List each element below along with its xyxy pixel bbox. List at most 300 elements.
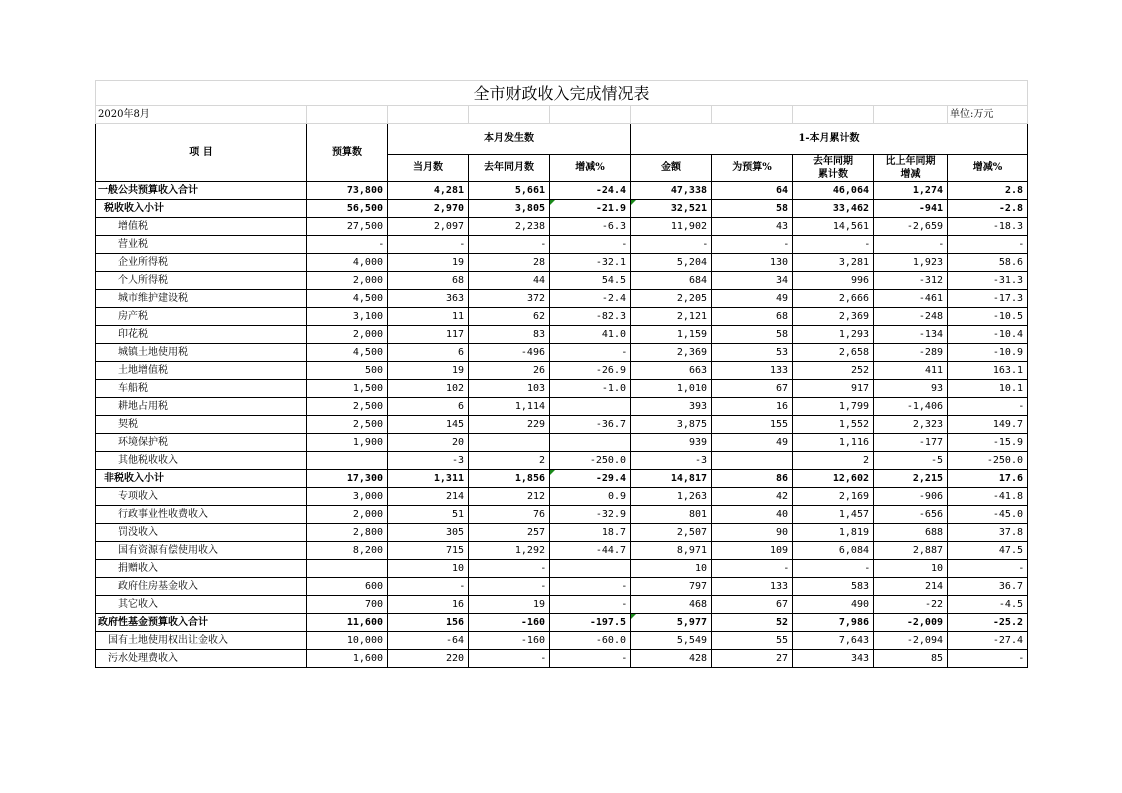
row-value-0: 2,000 [307,506,388,524]
row-value-7: -941 [874,200,948,218]
row-value-3: -24.4 [550,182,631,200]
row-value-1: 16 [388,596,469,614]
row-value-3: - [550,236,631,254]
row-value-0: 4,500 [307,344,388,362]
row-value-0 [307,560,388,578]
row-value-2: 212 [469,488,550,506]
header-month-ly: 去年同月数 [469,154,550,181]
row-value-8: -41.8 [948,488,1028,506]
row-value-6: 252 [793,362,874,380]
row-value-4: 684 [631,272,712,290]
row-value-5: 130 [712,254,793,272]
table-row [96,380,1028,398]
row-value-5: 40 [712,506,793,524]
row-value-8: - [948,236,1028,254]
row-label: 企业所得税 [96,254,307,272]
table-row [96,560,1028,578]
row-value-7: -5 [874,452,948,470]
row-value-6: 1,819 [793,524,874,542]
header-cum-group: 1-本月累计数 [631,124,1028,155]
spreadsheet [95,80,1028,668]
row-value-7: 688 [874,524,948,542]
row-label: 城市维护建设税 [96,290,307,308]
row-value-4: 5,977 [631,614,712,632]
row-value-5: 68 [712,308,793,326]
row-value-6: 7,986 [793,614,874,632]
row-value-1: 6 [388,344,469,362]
row-value-4: 5,549 [631,632,712,650]
row-label: 土地增值税 [96,362,307,380]
row-value-3: - [550,596,631,614]
row-label: 其他税收收入 [96,452,307,470]
row-value-4: 797 [631,578,712,596]
row-value-0: 10,000 [307,632,388,650]
row-value-3: -6.3 [550,218,631,236]
row-value-4: -3 [631,452,712,470]
row-value-6: 1,457 [793,506,874,524]
row-value-4: - [631,236,712,254]
row-value-0: 3,000 [307,488,388,506]
row-value-2: 372 [469,290,550,308]
row-value-7: -2,009 [874,614,948,632]
row-label: 其它收入 [96,596,307,614]
row-value-5: 49 [712,290,793,308]
row-value-8: -10.4 [948,326,1028,344]
row-value-4: 10 [631,560,712,578]
table-row [96,452,1028,470]
table-title: 全市财政收入完成情况表 [96,81,1028,106]
row-value-1: 4,281 [388,182,469,200]
row-value-8: 58.6 [948,254,1028,272]
row-value-2: 62 [469,308,550,326]
row-value-3 [550,434,631,452]
row-value-8: 47.5 [948,542,1028,560]
row-value-8: 2.8 [948,182,1028,200]
row-value-7: 2,215 [874,470,948,488]
row-value-5: - [712,560,793,578]
row-label: 污水处理费收入 [96,650,307,668]
row-value-3: -2.4 [550,290,631,308]
row-value-7: 2,887 [874,542,948,560]
row-value-4: 2,369 [631,344,712,362]
row-value-7: -289 [874,344,948,362]
row-value-3: -26.9 [550,362,631,380]
row-label: 政府住房基金收入 [96,578,307,596]
row-value-4: 663 [631,362,712,380]
row-value-2: -160 [469,614,550,632]
row-value-2: - [469,650,550,668]
table-row [96,236,1028,254]
row-value-4: 2,205 [631,290,712,308]
row-value-8: 149.7 [948,416,1028,434]
row-value-4: 939 [631,434,712,452]
row-value-5: 155 [712,416,793,434]
table-row [96,308,1028,326]
row-value-1: 51 [388,506,469,524]
row-value-8: -27.4 [948,632,1028,650]
row-value-7: 214 [874,578,948,596]
row-value-2: 1,114 [469,398,550,416]
row-value-0: 11,600 [307,614,388,632]
row-label: 增值税 [96,218,307,236]
row-value-4: 3,875 [631,416,712,434]
table-row [96,470,1028,488]
row-value-0: 8,200 [307,542,388,560]
row-value-2: 3,805 [469,200,550,218]
row-value-6: 6,084 [793,542,874,560]
row-value-1: 20 [388,434,469,452]
row-value-5: 49 [712,434,793,452]
table-row [96,578,1028,596]
row-label: 捐赠收入 [96,560,307,578]
report-date: 2020年8月 [96,106,307,124]
row-value-3 [550,560,631,578]
row-value-1: 68 [388,272,469,290]
row-value-6: - [793,236,874,254]
row-value-3: -32.9 [550,506,631,524]
table-row [96,506,1028,524]
row-value-7: -1,406 [874,398,948,416]
row-value-3: - [550,578,631,596]
row-value-4: 2,507 [631,524,712,542]
row-value-2: - [469,236,550,254]
row-value-5: 53 [712,344,793,362]
row-value-1: 2,970 [388,200,469,218]
row-label: 税收收入小计 [96,200,307,218]
row-value-7: -461 [874,290,948,308]
row-value-8: 163.1 [948,362,1028,380]
row-value-8: -45.0 [948,506,1028,524]
header-cum-diff [874,154,948,181]
row-value-5: 52 [712,614,793,632]
row-value-4: 11,902 [631,218,712,236]
row-label: 个人所得税 [96,272,307,290]
row-value-6: 12,602 [793,470,874,488]
row-value-7: 85 [874,650,948,668]
row-value-1: 220 [388,650,469,668]
row-value-6: 7,643 [793,632,874,650]
row-value-2: 28 [469,254,550,272]
row-label: 罚没收入 [96,524,307,542]
header-month-chg: 增减% [550,154,631,181]
row-value-6: 3,281 [793,254,874,272]
row-value-3: -36.7 [550,416,631,434]
row-value-2: 1,292 [469,542,550,560]
row-value-5: 58 [712,326,793,344]
row-value-2: 26 [469,362,550,380]
row-value-5: 90 [712,524,793,542]
table-row [96,272,1028,290]
row-value-1: - [388,578,469,596]
row-label: 一般公共预算收入合计 [96,182,307,200]
row-value-3: -29.4 [550,470,631,488]
row-value-3: -250.0 [550,452,631,470]
row-value-2: -160 [469,632,550,650]
table-row [96,416,1028,434]
row-value-6: 1,799 [793,398,874,416]
row-value-8: -17.3 [948,290,1028,308]
row-value-4: 428 [631,650,712,668]
row-value-2: 19 [469,596,550,614]
row-value-0: 4,000 [307,254,388,272]
row-value-3: -82.3 [550,308,631,326]
row-value-1: 19 [388,362,469,380]
header-cum-ly-line1: 去年同期 [813,155,853,167]
row-value-3: 41.0 [550,326,631,344]
row-value-1: 11 [388,308,469,326]
row-value-2: 76 [469,506,550,524]
row-value-6: 33,462 [793,200,874,218]
row-value-2 [469,434,550,452]
row-value-6: 1,552 [793,416,874,434]
row-value-0: 56,500 [307,200,388,218]
row-label: 行政事业性收费收入 [96,506,307,524]
row-value-0: 2,000 [307,326,388,344]
row-value-6: 2,658 [793,344,874,362]
table-row [96,182,1028,200]
table-row [96,596,1028,614]
row-value-8: -15.9 [948,434,1028,452]
row-value-1: 305 [388,524,469,542]
row-value-0: 500 [307,362,388,380]
row-value-5: 133 [712,578,793,596]
header-cum-diff-line1: 比上年同期 [885,155,936,167]
row-value-0: 73,800 [307,182,388,200]
row-value-2: 103 [469,380,550,398]
table-row [96,524,1028,542]
row-value-3: 18.7 [550,524,631,542]
row-value-1: 10 [388,560,469,578]
row-value-5: 67 [712,380,793,398]
row-value-7: -656 [874,506,948,524]
row-value-5: 64 [712,182,793,200]
row-value-6: 917 [793,380,874,398]
row-value-7: -248 [874,308,948,326]
row-value-3: -44.7 [550,542,631,560]
row-label: 政府性基金预算收入合计 [96,614,307,632]
row-value-7: -134 [874,326,948,344]
header-cum-amount: 金额 [631,154,712,181]
row-value-2: 229 [469,416,550,434]
row-value-7: 411 [874,362,948,380]
row-value-6: 1,293 [793,326,874,344]
table-row [96,200,1028,218]
row-value-0: 2,000 [307,272,388,290]
row-value-3: - [550,650,631,668]
row-value-8: - [948,398,1028,416]
row-value-2: 2 [469,452,550,470]
row-value-7: - [874,236,948,254]
row-value-1: -64 [388,632,469,650]
table-row [96,614,1028,632]
row-value-1: - [388,236,469,254]
row-value-6: 46,064 [793,182,874,200]
row-value-8: -4.5 [948,596,1028,614]
row-label: 国有土地使用权出让金收入 [96,632,307,650]
row-value-4: 8,971 [631,542,712,560]
row-value-1: 214 [388,488,469,506]
row-value-1: 1,311 [388,470,469,488]
row-value-2: - [469,578,550,596]
row-value-3: -1.0 [550,380,631,398]
row-value-0: 1,900 [307,434,388,452]
row-value-1: 145 [388,416,469,434]
table-row [96,434,1028,452]
row-value-5: 16 [712,398,793,416]
row-value-2: 5,661 [469,182,550,200]
row-value-0: 2,800 [307,524,388,542]
row-value-1: 2,097 [388,218,469,236]
row-value-4: 14,817 [631,470,712,488]
row-value-5: 67 [712,596,793,614]
row-value-2: -496 [469,344,550,362]
row-value-4: 393 [631,398,712,416]
table-row [96,650,1028,668]
row-value-5: 109 [712,542,793,560]
row-value-6: 2,369 [793,308,874,326]
row-value-0: 2,500 [307,416,388,434]
row-value-8: -18.3 [948,218,1028,236]
header-cum-ly-line2: 累计数 [818,168,848,180]
row-value-1: -3 [388,452,469,470]
row-label: 专项收入 [96,488,307,506]
row-value-6: 343 [793,650,874,668]
row-value-4: 1,263 [631,488,712,506]
row-value-7: -906 [874,488,948,506]
header-month-group: 本月发生数 [388,124,631,155]
row-label: 国有资源有偿使用收入 [96,542,307,560]
header-cum-ly [793,154,874,181]
table-row [96,362,1028,380]
row-value-7: 10 [874,560,948,578]
row-value-4: 468 [631,596,712,614]
table-row [96,632,1028,650]
unit-label: 单位:万元 [948,106,1028,124]
row-value-1: 363 [388,290,469,308]
row-value-0 [307,452,388,470]
row-value-2: - [469,560,550,578]
row-value-4: 1,010 [631,380,712,398]
row-value-8: -10.5 [948,308,1028,326]
revenue-table [95,80,1028,668]
row-value-8: 36.7 [948,578,1028,596]
table-row [96,398,1028,416]
row-value-4: 801 [631,506,712,524]
row-label: 非税收入小计 [96,470,307,488]
row-value-7: -312 [874,272,948,290]
row-value-4: 32,521 [631,200,712,218]
row-value-8: - [948,560,1028,578]
table-row [96,344,1028,362]
header-budget: 预算数 [307,124,388,182]
row-value-8: -25.2 [948,614,1028,632]
row-value-5: 43 [712,218,793,236]
row-value-4: 5,204 [631,254,712,272]
table-row [96,290,1028,308]
row-value-7: -2,659 [874,218,948,236]
row-value-3: 0.9 [550,488,631,506]
row-value-1: 6 [388,398,469,416]
row-value-7: -177 [874,434,948,452]
header-cum-chg: 增减% [948,154,1028,181]
row-value-8: 10.1 [948,380,1028,398]
header-cum-pct-budget: 为预算% [712,154,793,181]
row-value-4: 2,121 [631,308,712,326]
row-value-3: 54.5 [550,272,631,290]
row-value-6: 996 [793,272,874,290]
row-value-8: -2.8 [948,200,1028,218]
row-value-2: 2,238 [469,218,550,236]
row-label: 耕地占用税 [96,398,307,416]
row-value-4: 1,159 [631,326,712,344]
table-row [96,542,1028,560]
row-value-8: -10.9 [948,344,1028,362]
row-value-7: 93 [874,380,948,398]
header-cum-diff-line2: 增减 [900,168,921,180]
row-value-8: -31.3 [948,272,1028,290]
table-row [96,254,1028,272]
header-item: 项 目 [96,124,307,182]
row-value-0: 4,500 [307,290,388,308]
row-value-5: 34 [712,272,793,290]
row-value-7: -2,094 [874,632,948,650]
row-value-0: 600 [307,578,388,596]
row-value-5: 42 [712,488,793,506]
row-label: 契税 [96,416,307,434]
row-value-2: 1,856 [469,470,550,488]
row-label: 车船税 [96,380,307,398]
row-value-0: 17,300 [307,470,388,488]
row-value-6: 14,561 [793,218,874,236]
row-value-5 [712,452,793,470]
row-value-6: 2 [793,452,874,470]
row-value-6: 1,116 [793,434,874,452]
row-value-8: 17.6 [948,470,1028,488]
row-value-0: 700 [307,596,388,614]
row-value-3: -21.9 [550,200,631,218]
row-value-0: - [307,236,388,254]
row-value-6: - [793,560,874,578]
row-value-3: - [550,344,631,362]
row-value-8: - [948,650,1028,668]
row-value-1: 715 [388,542,469,560]
row-value-1: 19 [388,254,469,272]
row-value-0: 2,500 [307,398,388,416]
row-value-7: 1,274 [874,182,948,200]
row-label: 房产税 [96,308,307,326]
row-value-0: 3,100 [307,308,388,326]
row-value-6: 2,666 [793,290,874,308]
row-value-1: 117 [388,326,469,344]
table-row [96,488,1028,506]
row-value-2: 44 [469,272,550,290]
row-value-6: 2,169 [793,488,874,506]
row-value-1: 156 [388,614,469,632]
row-value-5: 86 [712,470,793,488]
row-value-3: -197.5 [550,614,631,632]
row-value-5: 133 [712,362,793,380]
row-value-7: -22 [874,596,948,614]
row-value-3: -60.0 [550,632,631,650]
row-value-4: 47,338 [631,182,712,200]
row-label: 印花税 [96,326,307,344]
row-label: 城镇土地使用税 [96,344,307,362]
row-value-2: 257 [469,524,550,542]
row-value-0: 1,600 [307,650,388,668]
row-value-5: 55 [712,632,793,650]
row-value-5: 58 [712,200,793,218]
row-value-8: 37.8 [948,524,1028,542]
